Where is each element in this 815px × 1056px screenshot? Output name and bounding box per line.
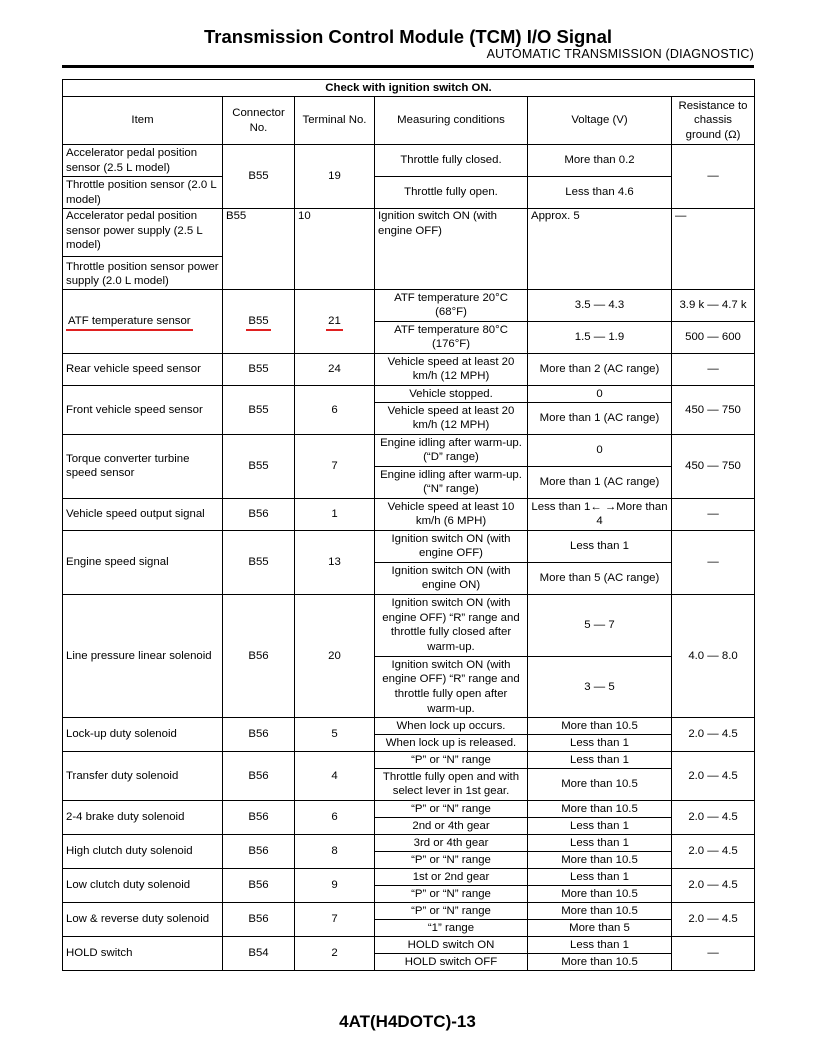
resistance-cell: 450 — 750 — [672, 385, 755, 434]
resistance-cell: 2.0 — 4.5 — [672, 834, 755, 868]
table-row — [63, 936, 755, 953]
item-name: Front vehicle speed sensor — [66, 403, 203, 416]
item-name-cell — [63, 434, 223, 498]
resistance-cell: 3.9 k — 4.7 k — [672, 289, 755, 321]
resistance-cell: 2.0 — 4.5 — [672, 868, 755, 902]
item-name-cell: Throttle position sensor (2.0 L model) — [63, 177, 223, 209]
voltage-cell: More than 10.5 — [528, 851, 672, 868]
voltage-cell: Less than 1 — [528, 936, 672, 953]
voltage-cell: Less than 1 — [528, 530, 672, 562]
measuring-condition-cell: ATF temperature 20°C (68°F) — [375, 289, 528, 321]
item-name-cell — [63, 353, 223, 385]
voltage-cell: More than 10.5 — [528, 800, 672, 817]
measuring-condition-cell: “1” range — [375, 919, 528, 936]
item-name-cell — [63, 498, 223, 530]
section-subtitle: AUTOMATIC TRANSMISSION (DIAGNOSTIC) — [486, 47, 754, 61]
connector-no: B55 — [246, 315, 270, 331]
measuring-condition-cell: Ignition switch ON (with engine OFF) — [375, 209, 528, 290]
tcm-io-signal-table — [62, 79, 755, 971]
connector-no-cell — [223, 936, 295, 970]
measuring-condition-cell: HOLD switch ON — [375, 936, 528, 953]
table-row — [63, 434, 755, 466]
voltage-cell: More than 10.5 — [528, 902, 672, 919]
measuring-condition-cell: Throttle fully open. — [375, 177, 528, 209]
column-header-connector: Connector No. — [223, 97, 295, 145]
item-name-cell — [63, 936, 223, 970]
terminal-no: 21 — [326, 315, 343, 331]
table-row — [63, 289, 755, 321]
connector-no: B56 — [248, 845, 269, 858]
item-name: Line pressure linear solenoid — [66, 649, 212, 662]
header-rule — [62, 65, 754, 68]
resistance-cell: — — [672, 209, 755, 290]
table-row — [63, 594, 755, 656]
connector-no-cell — [223, 868, 295, 902]
voltage-cell: More than 1 (AC range) — [528, 466, 672, 498]
connector-no: B55 — [248, 170, 269, 183]
connector-no-cell — [223, 145, 295, 209]
terminal-no: 24 — [328, 363, 341, 376]
measuring-condition-cell: Vehicle speed at least 20 km/h (12 MPH) — [375, 353, 528, 385]
connector-no: B55 — [248, 460, 269, 473]
table-row — [63, 145, 755, 177]
measuring-condition-cell: 1st or 2nd gear — [375, 868, 528, 885]
terminal-no-cell — [295, 385, 375, 434]
item-name: Throttle position sensor power supply (2.0 L model) — [66, 260, 219, 288]
resistance-cell: 2.0 — 4.5 — [672, 800, 755, 834]
resistance-cell: 450 — 750 — [672, 434, 755, 498]
measuring-condition-cell: Vehicle speed at least 10 km/h (6 MPH) — [375, 498, 528, 530]
measuring-condition-cell: “P” or “N” range — [375, 902, 528, 919]
column-header-voltage: Voltage (V) — [528, 97, 672, 145]
connector-no-cell — [223, 385, 295, 434]
table-row — [63, 800, 755, 817]
voltage-cell: More than 0.2 — [528, 145, 672, 177]
terminal-no-cell — [295, 594, 375, 717]
connector-no-cell — [223, 289, 295, 353]
table-row — [63, 834, 755, 851]
table-row — [63, 385, 755, 402]
voltage-cell: More than 2 (AC range) — [528, 353, 672, 385]
connector-no-cell — [223, 209, 295, 290]
voltage-cell: More than 10.5 — [528, 953, 672, 970]
item-name: Accelerator pedal position sensor power supply (2.5 L model) — [63, 209, 222, 257]
measuring-condition-cell: Throttle fully open and with select lever in 1st gear. — [375, 768, 528, 800]
item-name-cell — [63, 385, 223, 434]
terminal-no-cell — [295, 868, 375, 902]
connector-no: B56 — [248, 769, 269, 782]
connector-no: B56 — [248, 879, 269, 892]
connector-no-cell — [223, 902, 295, 936]
table-row — [63, 868, 755, 885]
table-caption: Check with ignition switch ON. — [63, 80, 755, 97]
terminal-no-cell — [295, 936, 375, 970]
item-name-cell — [63, 530, 223, 594]
resistance-cell: — — [672, 530, 755, 594]
item-name: Low & reverse duty solenoid — [66, 913, 210, 926]
voltage-cell: 3.5 — 4.3 — [528, 289, 672, 321]
resistance-cell: 2.0 — 4.5 — [672, 751, 755, 800]
connector-no: B56 — [248, 649, 269, 662]
terminal-no: 10 — [298, 210, 311, 222]
table-row — [63, 902, 755, 919]
connector-no-cell — [223, 800, 295, 834]
measuring-condition-cell: Ignition switch ON (with engine OFF) “R” range and throttle fully closed after warm-up. — [375, 594, 528, 656]
column-header-terminal: Terminal No. — [295, 97, 375, 145]
terminal-no-cell — [295, 289, 375, 353]
voltage-cell: 0 — [528, 385, 672, 402]
table-row — [63, 717, 755, 734]
voltage-cell: More than 10.5 — [528, 768, 672, 800]
measuring-condition-cell: Vehicle stopped. — [375, 385, 528, 402]
column-header-resistance: Resistance to chassis ground (Ω) — [672, 97, 755, 145]
connector-no-cell — [223, 498, 295, 530]
terminal-no: 4 — [331, 769, 338, 782]
measuring-condition-cell: When lock up is released. — [375, 734, 528, 751]
page-title: Transmission Control Module (TCM) I/O Signal — [204, 26, 613, 47]
terminal-no-cell — [295, 530, 375, 594]
connector-no-cell — [223, 834, 295, 868]
table-row — [63, 177, 755, 209]
item-name-cell — [63, 834, 223, 868]
terminal-no: 7 — [331, 913, 338, 926]
measuring-condition-cell: “P” or “N” range — [375, 851, 528, 868]
resistance-cell: — — [672, 936, 755, 970]
table-row — [63, 751, 755, 768]
measuring-condition-cell: “P” or “N” range — [375, 885, 528, 902]
resistance-cell: — — [672, 498, 755, 530]
item-name-cell — [63, 800, 223, 834]
column-header-conditions: Measuring conditions — [375, 97, 528, 145]
voltage-cell: Less than 1 — [528, 734, 672, 751]
terminal-no-cell — [295, 498, 375, 530]
connector-no-cell — [223, 751, 295, 800]
terminal-no-cell — [295, 717, 375, 751]
voltage-cell: Less than 1 — [528, 868, 672, 885]
resistance-cell: 2.0 — 4.5 — [672, 902, 755, 936]
item-name-cell — [63, 289, 223, 353]
voltage-cell: Less than 1 — [528, 751, 672, 768]
item-name: Lock-up duty solenoid — [66, 728, 177, 741]
terminal-no: 19 — [328, 170, 341, 183]
terminal-no: 2 — [331, 947, 338, 960]
measuring-condition-cell: Engine idling after warm-up. (“D” range) — [375, 434, 528, 466]
voltage-cell: More than 10.5 — [528, 885, 672, 902]
connector-no: B56 — [248, 811, 269, 824]
connector-no: B55 — [248, 556, 269, 569]
terminal-no: 9 — [331, 879, 338, 892]
resistance-cell: — — [672, 353, 755, 385]
item-name-cell — [63, 902, 223, 936]
voltage-cell: More than 1 (AC range) — [528, 402, 672, 434]
terminal-no-cell — [295, 353, 375, 385]
table-row — [63, 530, 755, 562]
terminal-no: 5 — [331, 728, 338, 741]
item-name: High clutch duty solenoid — [66, 845, 193, 858]
terminal-no-cell — [295, 834, 375, 868]
voltage-cell: 5 — 7 — [528, 594, 672, 656]
connector-no-cell — [223, 717, 295, 751]
resistance-cell: 4.0 — 8.0 — [672, 594, 755, 717]
item-name-cell: Accelerator pedal position sensor (2.5 L model) — [63, 145, 223, 177]
terminal-no-cell — [295, 751, 375, 800]
terminal-no: 20 — [328, 649, 341, 662]
item-name-cell — [63, 209, 223, 290]
item-name: Low clutch duty solenoid — [66, 879, 191, 892]
item-name-cell — [63, 751, 223, 800]
voltage-cell: Less than 1 — [528, 834, 672, 851]
voltage-cell: More than 5 (AC range) — [528, 562, 672, 594]
voltage-cell: Less than 1 — [528, 817, 672, 834]
column-header-item: Item — [63, 97, 223, 145]
measuring-condition-cell: ATF temperature 80°C (176°F) — [375, 321, 528, 353]
terminal-no: 7 — [331, 460, 338, 473]
measuring-condition-cell: Engine idling after warm-up. (“N” range) — [375, 466, 528, 498]
voltage-cell: More than 5 — [528, 919, 672, 936]
connector-no: B54 — [248, 947, 269, 960]
resistance-cell: 2.0 — 4.5 — [672, 717, 755, 751]
table-row — [63, 353, 755, 385]
item-name-cell — [63, 717, 223, 751]
terminal-no: 6 — [331, 811, 338, 824]
measuring-condition-cell: Throttle fully closed. — [375, 145, 528, 177]
voltage-cell: More than 10.5 — [528, 717, 672, 734]
item-name-cell — [63, 868, 223, 902]
measuring-condition-cell: 3rd or 4th gear — [375, 834, 528, 851]
voltage-cell: Less than 4.6 — [528, 177, 672, 209]
measuring-condition-cell: Ignition switch ON (with engine OFF) — [375, 530, 528, 562]
voltage-cell: 0 — [528, 434, 672, 466]
terminal-no: 6 — [331, 403, 338, 416]
terminal-no: 13 — [328, 556, 341, 569]
voltage-cell: 3 — 5 — [528, 656, 672, 717]
terminal-no: 1 — [331, 508, 338, 521]
connector-no: B56 — [248, 913, 269, 926]
terminal-no-cell — [295, 434, 375, 498]
terminal-no-cell — [295, 209, 375, 290]
connector-no-cell — [223, 434, 295, 498]
measuring-condition-cell: 2nd or 4th gear — [375, 817, 528, 834]
measuring-condition-cell: Vehicle speed at least 20 km/h (12 MPH) — [375, 402, 528, 434]
terminal-no-cell — [295, 145, 375, 209]
connector-no-cell — [223, 530, 295, 594]
item-name: Torque converter turbine speed sensor — [66, 452, 190, 480]
item-name: HOLD switch — [66, 947, 133, 960]
voltage-cell: 1.5 — 1.9 — [528, 321, 672, 353]
connector-no: B55 — [248, 403, 269, 416]
measuring-condition-cell: “P” or “N” range — [375, 751, 528, 768]
voltage-cell: Approx. 5 — [528, 209, 672, 290]
item-name-cell — [63, 594, 223, 717]
connector-no: B55 — [248, 363, 269, 376]
item-name: ATF temperature sensor — [66, 315, 193, 331]
resistance-cell: — — [672, 145, 755, 209]
terminal-no-cell — [295, 800, 375, 834]
resistance-cell: 500 — 600 — [672, 321, 755, 353]
connector-no: B55 — [226, 210, 247, 222]
table-row — [63, 209, 755, 290]
connector-no: B56 — [248, 508, 269, 521]
terminal-no: 8 — [331, 845, 338, 858]
measuring-condition-cell: When lock up occurs. — [375, 717, 528, 734]
measuring-condition-cell: Ignition switch ON (with engine OFF) “R” range and throttle fully open after warm-up. — [375, 656, 528, 717]
table-row — [63, 498, 755, 530]
connector-no-cell — [223, 594, 295, 717]
connector-no-cell — [223, 353, 295, 385]
terminal-no-cell — [295, 902, 375, 936]
connector-no: B56 — [248, 728, 269, 741]
measuring-condition-cell: HOLD switch OFF — [375, 953, 528, 970]
item-name: 2-4 brake duty solenoid — [66, 811, 185, 824]
item-name: Rear vehicle speed sensor — [66, 363, 201, 376]
voltage-cell: Less than 1← →More than 4 — [528, 498, 672, 530]
item-name: Engine speed signal — [66, 556, 169, 569]
item-name: Vehicle speed output signal — [66, 508, 205, 521]
page-footer-code: 4AT(H4DOTC)-13 — [339, 1012, 476, 1031]
measuring-condition-cell: Ignition switch ON (with engine ON) — [375, 562, 528, 594]
item-name: Transfer duty solenoid — [66, 769, 179, 782]
measuring-condition-cell: “P” or “N” range — [375, 800, 528, 817]
